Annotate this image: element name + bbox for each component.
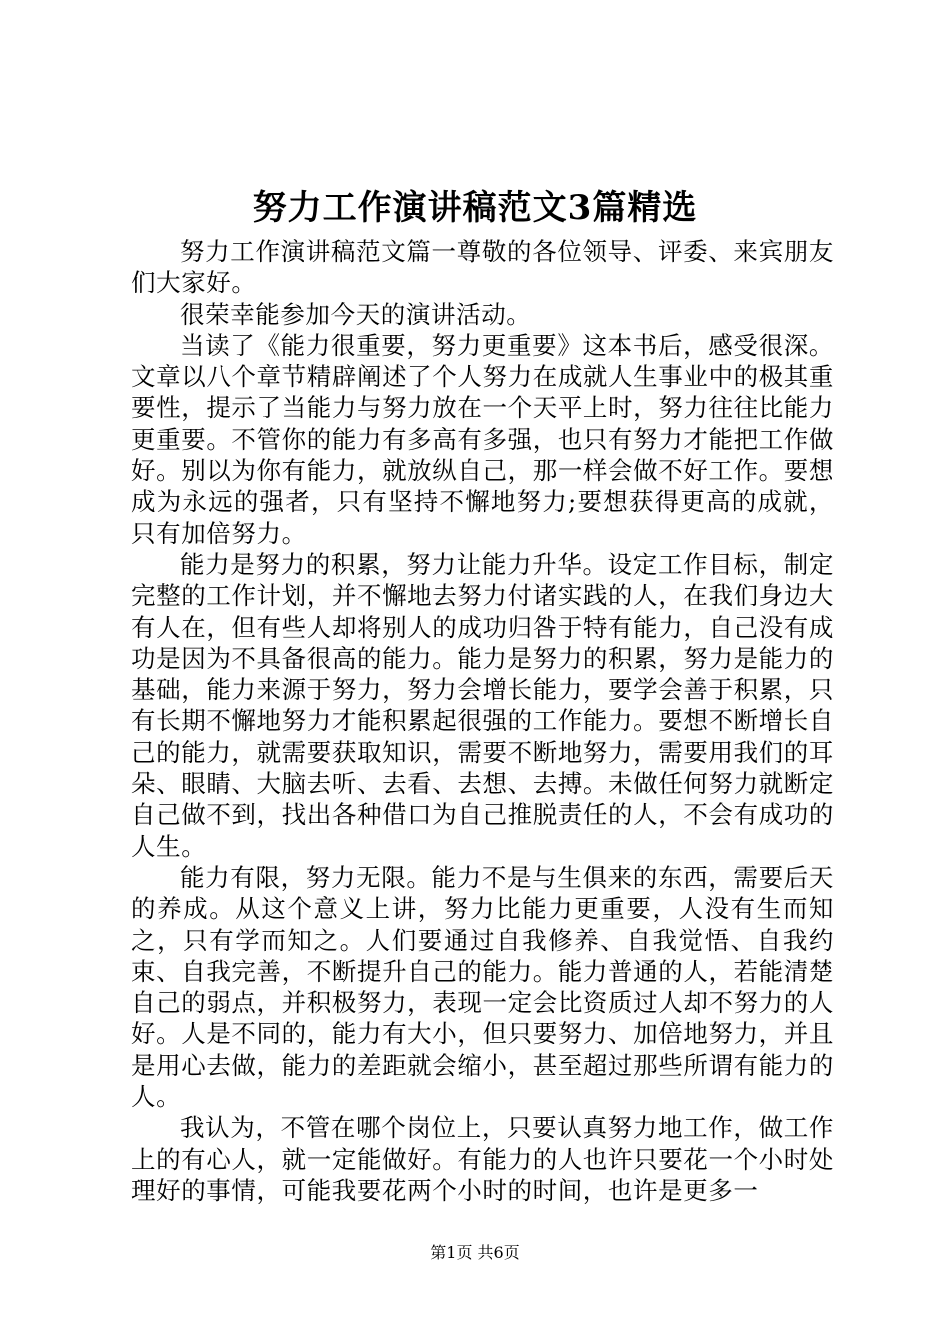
paragraph: 能力有限，努力无限。能力不是与生俱来的东西，需要后天的养成。从这个意义上讲，努力比能力更重要，人没有生而知之，只有学而知之。人们要通过自我修养、自我觉悟、自我约束、自我完善，不断提升自己的能力。能力普通的人，若能清楚自己的弱点，并积极努力，表现一定会比资质过人却不努力的人好。人是不同的，能力有大小，但只要努力、加倍地努力，并且是用心去做，能力的差距就会缩小，甚至超过那些所谓有能力的人。 (131, 862, 834, 1112)
paragraph: 努力工作演讲稿范文篇一尊敬的各位领导、评委、来宾朋友们大家好。 (131, 237, 834, 298)
page-number-footer: 第1页 共6页 (430, 1243, 520, 1262)
paragraph: 很荣幸能参加今天的演讲活动。 (180, 299, 532, 329)
document-title: 努力工作演讲稿范文3篇精选 (252, 188, 698, 228)
paragraph: 我认为，不管在哪个岗位上，只要认真努力地工作，做工作上的有心人，就一定能做好。有能力的人也许只要花一个小时处理好的事情，可能我要花两个小时的时间，也许是更多一 (131, 1113, 834, 1205)
paragraph: 能力是努力的积累，努力让能力升华。设定工作目标，制定完整的工作计划，并不懈地去努力付诸实践的人，在我们身边大有人在，但有些人却将别人的成功归咎于特有能力，自己没有成功是因为不具备很高的能力。能力是努力的积累，努力是能力的基础，能力来源于努力，努力会增长能力，要学会善于积累，只有长期不懈地努力才能积累起很强的工作能力。要想不断增长自己的能力，就需要获取知识，需要不断地努力，需要用我们的耳朵、眼睛、大脑去听、去看、去想、去搏。未做任何努力就断定自己做不到，找出各种借口为自己推脱责任的人，不会有成功的人生。 (131, 549, 834, 861)
document-body (131, 236, 834, 1206)
paragraph: 当读了《能力很重要，努力更重要》这本书后，感受很深。文章以八个章节精辟阐述了个人努力在成就人生事业中的极其重要性，提示了当能力与努力放在一个天平上时，努力往往比能力更重要。不管你的能力有多高有多强，也只有努力才能把工作做好。别以为你有能力，就放纵自己，那一样会做不好工作。要想成为永远的强者，只有坚持不懈地努力;要想获得更高的成就，只有加倍努力。 (131, 330, 834, 548)
